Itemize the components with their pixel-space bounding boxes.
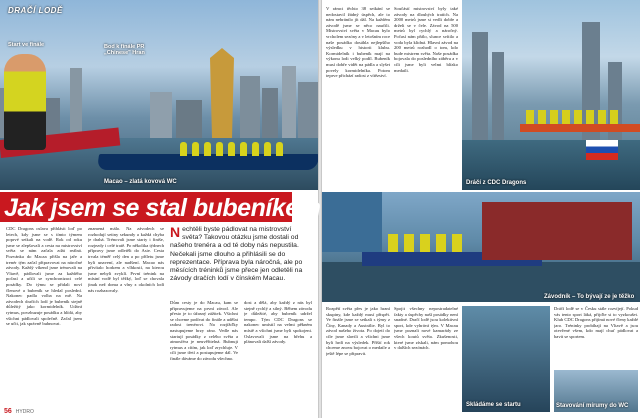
text-column-6: Součástí mistrovství byly také závody na dlouhých tratích. Na 2000 metrů jsme si vedli dobře a drželi se v čele. Závod na 500 metrů byl rychlý a náročný. Počasí nám přálo, slunce svítilo a voda byla klidná. Hlavní závod na 200 metrů rozhodl o tom, kdo bude mistrem světa. Naše posádka bojovala do posledního záběru a v cíli jsme byli velmi blízko medaili. (394, 6, 458, 73)
bottom-photo-3 (554, 370, 638, 412)
text-column-9: Dráčí lodě se v Česku stále rozvíjejí. Pokud vás tento sport láká, přijďte si to vyzkoušet. Klub CDC Dragons přijímá nové členy každé jaro. Tréninky probíhají na Vltavě a jsou otevřené všem, kdo mají chuť pádlovat a bavit se sportem. (554, 306, 638, 339)
skyline-graphic (0, 48, 318, 138)
crew-member (252, 142, 259, 156)
text-column-3: Dům cesty je do Macau, kam se připravujeme na první závod. Ale přesto je to úžasný zážitek. Všichni se chceme podívat do finále a udělat radost trenérovi. Na rozjížďky nastupujeme brzy ráno. Vedle nás startují posádky z celého světa a atmosféra je neuvěřitelná. Bubnuji rytmus a cítím, jak loď zrychluje. V cíli jsme třetí a postupujeme dál. Ve finále dáváme do závodu všechno. (170, 300, 238, 361)
text-column-7: Rozpětí světa přes je jako hraní skupiny, kde každý musí přispět. Ve finále jsme se setkali s týmy z Číny, Kanady a Austrálie. Byl to závod našeho života. Po dojetí do cíle jsme slavili a všichni jsme byli hrdí na výsledek. Příští rok chceme znovu bojovat o medaile a ještě lépe se připravit. (326, 306, 390, 356)
mid-right-caption: Závodník – To bývají ze je těžko (544, 294, 635, 300)
hero-caption: Macao – zlatá kovová WC (104, 179, 177, 185)
topright-caption: Dráčí z CDC Dragons (466, 180, 527, 186)
tower (472, 32, 488, 142)
title-band (0, 192, 640, 222)
text-column-1: CDC Dragons oslava přihlásit loď po letech, kdy jsme se s tímto týmem poprvé setkali na vodě. Rok od roku jsme se zlepšovali a cesta na mistrovství světa se nám začala zdát reálná. Pozvánka do Macaa přišla na jaře a trenér tým začal připravovat na náročné závody. Každý víkend jsme trénovali na Vltavě, pádlovali jsme za každého počasí a učili se synchronizaci celé posádky. Do týmu se přidali noví členové a bubeník se hledal poslední. Nakonec padla volba na mě. Na závodech dračích lodí je bubeník stejně důležitý jako kormidelník. Udává rytmus, povzbuzuje posádku a hlídá, aby všichni pádlovali společně. Začal jsem se učit, jak správně bubnovat. (6, 226, 82, 327)
hero-side-note: Bod k finále PR „Chinese" Hran (104, 44, 145, 56)
czech-flag-icon (586, 140, 618, 160)
topright-photo-frame (462, 0, 640, 190)
crew-member (204, 142, 211, 156)
foreground-rower (4, 54, 46, 150)
hero-photo (0, 0, 318, 190)
text-column-8: Spojit všechny nepostradatelné fakty a úspěchy naší posádky není snadné. Dračí lodě jsou kolektivní sport, kde vyhrává tým. V Macau jsme poznali nové kamarády ze všech koutů světa. Zkušenosti, které jsme získali, nám pomohou v dalších sezónách. (394, 306, 458, 351)
dragon-boat (97, 154, 318, 170)
lead-text: echtěli byste pádlovat na mistrovství světa? Takovou otázku jsme dostali od našeho trenéra a od té doby nás nepustila. Nečekali jsme dlouho a přihlásili se do reprezentace. Příprava byla náročná, ale po měsících tréninků jsme přece jen odletěli na závody dračích lodí v čínském Macau. (170, 226, 303, 283)
crew-member (216, 142, 223, 156)
hero-label: Start ve finále (8, 42, 45, 48)
lead-paragraph (170, 226, 312, 296)
section-tag: DRAČÍ LODĚ (8, 6, 63, 15)
article-title: Jak jsem se stal bubeníkem (4, 194, 321, 222)
text-column-5: V rámci těchto 38 setkání se nedostavil žádný úspěch, ale to nám nebránilo jít dál. Na každém závodě jsme se něco naučili. Mistrovství světa v Macau bylo vrcholem sezóny a v letošním roce naše posádka dosáhla nejlepšího výsledku v historii klubu. Kormidelník i bubeník mají na výkonu lodi velký podíl. Bubeník musí dobře vidět na pádla a slyšet povely kormidelníka. Potom teprve přichází radost z vítězství. (326, 6, 390, 79)
bottom-photo-1 (462, 306, 550, 412)
tower (492, 52, 504, 142)
crew-member (228, 142, 235, 156)
bottom-photo-3-caption: Stavování mírumy do WC (556, 403, 629, 409)
crew-member (192, 142, 199, 156)
lead-dropcap: N (170, 226, 181, 240)
title-background (0, 192, 321, 222)
crew-member (264, 142, 271, 156)
page-footer (4, 408, 34, 415)
crew-member (276, 142, 283, 156)
page-number: 56 (4, 408, 12, 415)
crew-member (240, 142, 247, 156)
bottom-photo-1-caption: Skládáme se startu (466, 402, 521, 408)
magazine-name: HYDRO (15, 409, 34, 415)
topright-photo (462, 0, 640, 190)
text-column-2: znamená málo. Na závodech se rozhodují setiny sekundy a každá chyba je drahá. Trénovali jsme starty i finiše, rozjezdy i celé tratě. Po několika týdnech přípravy jsme odletěli do Asie. Cesta trvala téměř celý den a po příletu jsme byli unavení, ale nadšení. Macao nás přivítalo horkem a vlhkostí, na kterou jsme nebyli zvyklí. První trénink na místní vodě byl těžký, loď se chovala jinak než doma a vlny z okolních lodí nás rozhazovaly. (88, 226, 164, 293)
crew-member (180, 142, 187, 156)
bottom-photo-1-img (462, 306, 550, 412)
text-column-4: dost a dělá, aby každý z nás byl stejně rychlý a silný. Během závodu je důležité, aby bubeník udržel tempo. Tým CDC Dragons se nakonec umístil na velmi pěkném místě a všichni jsme byli spokojeni. Oslavovali jsme na břehu a plánovali další závody. (244, 300, 312, 345)
team-boat-graphic (520, 106, 640, 136)
